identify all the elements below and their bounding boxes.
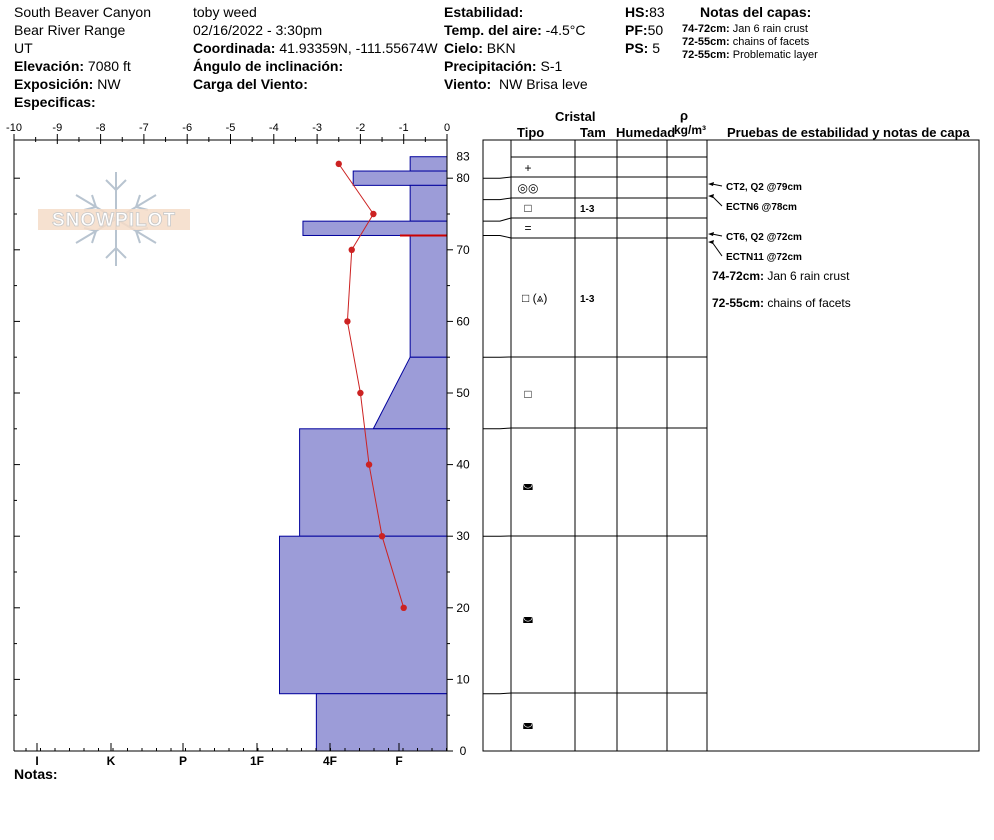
- pf-value: 50: [647, 22, 664, 38]
- ps-value: 5: [652, 40, 661, 56]
- temp-tick-label: -10: [6, 122, 22, 134]
- stability-test: ECTN6 @78cm: [726, 202, 797, 213]
- layer-comment: 72-55cm: chains of facets: [712, 296, 851, 310]
- depth-top-label: 83: [456, 149, 470, 164]
- temp-tick-label: -5: [225, 122, 236, 134]
- slope-label: Ángulo de inclinación:: [193, 58, 344, 74]
- hardness-tick-label: I: [35, 754, 39, 768]
- depth-tick-label: 70: [456, 242, 470, 257]
- temp-tick-label: -4: [268, 122, 279, 134]
- temperature-point: [401, 605, 407, 611]
- test-arrow: [712, 184, 722, 186]
- elevation-label: Elevación:: [14, 58, 85, 74]
- layer-note: 72-55cm: chains of facets: [682, 36, 810, 48]
- stability-test: CT6, Q2 @72cm: [726, 232, 802, 243]
- stability-tests-header: Pruebas de estabilidad y notas de capa: [727, 125, 970, 140]
- aspect-value: NW: [97, 76, 121, 92]
- layer-connector: [483, 235, 511, 238]
- temp-tick-label: -8: [95, 122, 106, 134]
- coord-label: Coordinada:: [193, 40, 276, 56]
- crystal-header: Cristal: [555, 109, 596, 124]
- specifics-label: Especificas:: [14, 94, 96, 110]
- crystal-type: ◛: [522, 715, 534, 729]
- watermark-text: SNOWPILOT: [51, 210, 177, 231]
- moisture-header: Humedad: [616, 125, 676, 140]
- hardness-profile: [280, 157, 448, 751]
- density-unit-header: kg/m³: [674, 123, 707, 137]
- test-arrow: [712, 242, 722, 256]
- stability-test: ECTN11 @72cm: [726, 252, 802, 263]
- depth-tick-label: 80: [456, 171, 470, 186]
- wind-load-label: Carga del Viento:: [193, 76, 308, 92]
- air-temp-label: Temp. del aire:: [444, 22, 542, 38]
- layer-comment: 74-72cm: Jan 6 rain crust: [712, 269, 850, 283]
- stability-test: CT2, Q2 @79cm: [726, 182, 802, 193]
- hardness-bar: [410, 235, 447, 357]
- hardness-bar: [353, 171, 447, 185]
- ps-label: PS:: [625, 40, 649, 56]
- hardness-tick-label: 1F: [249, 754, 265, 768]
- layer-connector: [483, 693, 511, 694]
- depth-tick-label: 10: [456, 672, 470, 687]
- temperature-point: [357, 390, 363, 396]
- state: UT: [14, 40, 33, 56]
- crystal-type: □: [524, 201, 532, 215]
- temperature-point: [349, 247, 355, 253]
- stability-label: Estabilidad:: [444, 4, 524, 20]
- test-arrowhead: [708, 182, 714, 186]
- test-arrow: [712, 234, 722, 236]
- size-header: Tam: [580, 125, 606, 140]
- temperature-point: [344, 318, 350, 324]
- layer-connector: [483, 428, 511, 429]
- aspect-label: Exposición:: [14, 76, 94, 92]
- type-header: Tipo: [517, 125, 545, 140]
- layer-connector: [483, 198, 511, 200]
- date-time: 02/16/2022 - 3:30pm: [193, 22, 323, 38]
- layer-table: [483, 140, 979, 751]
- layer-connector: [483, 218, 511, 221]
- test-arrowhead: [708, 194, 714, 198]
- depth-tick-label: 30: [456, 529, 470, 544]
- crystal-type: =: [524, 221, 532, 235]
- hardness-tick-label: K: [106, 754, 116, 768]
- mountain-range: Bear River Range: [14, 22, 126, 38]
- crystal-type: ◛: [522, 476, 534, 490]
- depth-tick-label: 20: [456, 600, 470, 615]
- layer-connector: [483, 177, 511, 178]
- pf-label: PF:: [625, 22, 648, 38]
- crystal-type: ◛: [522, 609, 534, 623]
- depth-tick-label: 60: [456, 314, 470, 329]
- hardness-bar: [373, 357, 447, 429]
- temp-tick-label: -2: [355, 122, 366, 134]
- air-temp-value: -4.5°C: [545, 22, 586, 38]
- test-arrowhead: [708, 232, 714, 236]
- crystal-type: ◎◎: [517, 181, 539, 195]
- layer-note: 74-72cm: Jan 6 rain crust: [682, 23, 808, 35]
- temperature-point: [370, 211, 376, 217]
- crystal-type: □ (⩓): [522, 291, 548, 305]
- sky-label: Cielo:: [444, 40, 483, 56]
- crystal-size: 1-3: [580, 204, 595, 215]
- hardness-bar: [316, 694, 447, 751]
- coord-value: 41.93359N, -111.55674W: [279, 40, 438, 56]
- depth-tick-label: 50: [456, 386, 470, 400]
- temp-tick-label: -7: [139, 122, 149, 134]
- crystal-type: □: [524, 387, 532, 401]
- location-name: South Beaver Canyon: [14, 4, 151, 20]
- notes-label: Notas:: [14, 766, 58, 782]
- elevation-value: 7080 ft: [87, 58, 131, 74]
- temperature-point: [336, 161, 342, 167]
- hardness-bar: [300, 429, 447, 536]
- crystal-size: 1-3: [580, 294, 595, 305]
- wind-value: NW Brisa leve: [498, 76, 588, 92]
- hs-label: HS:: [625, 4, 650, 20]
- snowpilot-watermark: [38, 172, 190, 266]
- hardness-tick-label: P: [178, 754, 188, 768]
- temp-tick-label: 0: [443, 122, 451, 134]
- temperature-point: [379, 533, 385, 539]
- depth-tick-label: 40: [456, 457, 470, 472]
- depth-tick-label: 0: [459, 744, 467, 758]
- temp-tick-label: -3: [312, 122, 322, 134]
- hardness-bar: [410, 185, 447, 221]
- hardness-tick-label: F: [395, 754, 403, 768]
- temp-tick-label: -6: [182, 122, 193, 134]
- rho-header: ρ: [680, 108, 689, 123]
- layer-note: 72-55cm: Problematic layer: [682, 49, 818, 61]
- hardness-bar: [280, 536, 448, 694]
- temp-tick-label: -1: [398, 122, 409, 134]
- precip-label: Precipitación:: [444, 58, 537, 74]
- crystal-type: +: [524, 161, 532, 175]
- temperature-point: [366, 461, 372, 467]
- sky-value: BKN: [486, 40, 516, 56]
- hardness-bar: [410, 157, 447, 171]
- temp-tick-label: -9: [52, 122, 63, 134]
- wind-label: Viento:: [444, 76, 492, 92]
- hardness-bar: [303, 221, 447, 235]
- layer-notes-title: Notas del capas:: [700, 4, 812, 20]
- hs-value: 83: [649, 4, 665, 20]
- test-arrow: [712, 196, 722, 206]
- precip-value: S-1: [540, 58, 563, 74]
- test-arrowhead: [708, 240, 714, 244]
- observer: toby weed: [193, 4, 257, 20]
- hardness-tick-label: 4F: [322, 754, 338, 768]
